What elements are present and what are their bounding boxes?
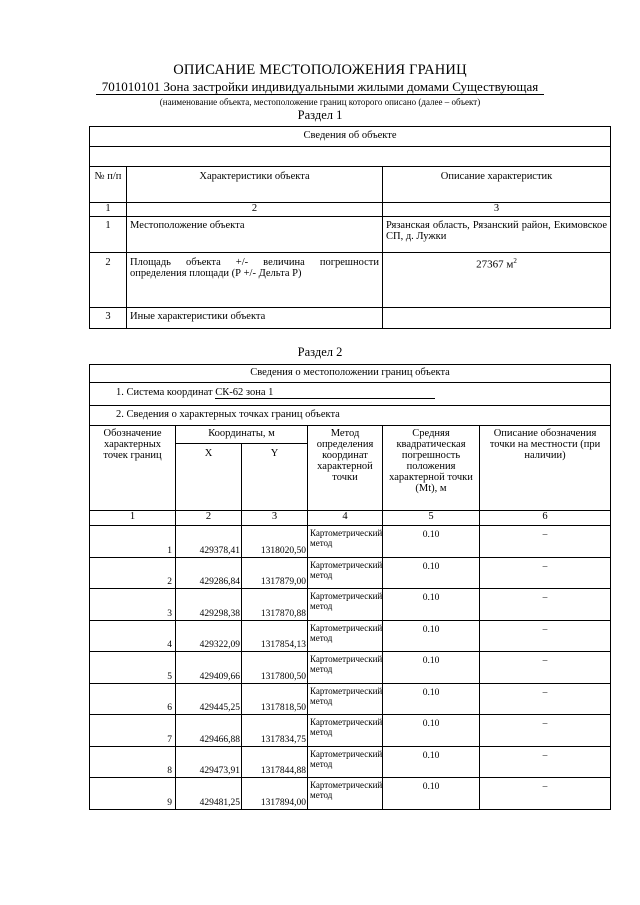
y-header: Y <box>242 444 308 511</box>
coord-y: 1317870,88 <box>242 589 308 621</box>
table-row <box>90 217 611 253</box>
point-number: 7 <box>90 715 176 747</box>
coord-system-label: 1. Система координат <box>116 387 213 398</box>
col-desc-header: Описание характеристик <box>383 167 611 203</box>
boundary-points-table <box>89 364 611 810</box>
table-row <box>90 652 611 684</box>
error-cell: 0.10 <box>383 683 480 715</box>
coord-system-row <box>90 383 611 406</box>
empty-row <box>90 147 611 167</box>
method-cell: Картометрический метод <box>308 778 383 810</box>
desc-header: Описание обозначения точки на местности (при наличии) <box>480 426 611 511</box>
section1-heading: Раздел 1 <box>297 108 343 122</box>
index-cell: 1 <box>90 203 127 217</box>
error-cell: 0.10 <box>383 715 480 747</box>
index-cell: 1 <box>90 511 176 526</box>
method-cell: Картометрический метод <box>308 557 383 589</box>
error-cell: 0.10 <box>383 652 480 684</box>
table-row <box>90 253 611 308</box>
table-row <box>90 746 611 778</box>
coord-x: 429378,41 <box>176 526 242 558</box>
error-cell: 0.10 <box>383 620 480 652</box>
index-cell: 4 <box>308 511 383 526</box>
section2-caption: Сведения о местоположении границ объекта <box>90 365 611 383</box>
point-number: 5 <box>90 652 176 684</box>
method-cell: Картометрический метод <box>308 652 383 684</box>
points-label: 2. Сведения о характерных точках границ объекта <box>90 406 611 426</box>
coord-y: 1317879,00 <box>242 557 308 589</box>
error-cell: 0.10 <box>383 557 480 589</box>
coord-y: 1318020,50 <box>242 526 308 558</box>
section1-caption: Сведения об объекте <box>90 127 611 147</box>
table-row <box>90 589 611 621</box>
point-number: 9 <box>90 778 176 810</box>
desc-cell: – <box>480 652 611 684</box>
coord-y: 1317800,50 <box>242 652 308 684</box>
row-desc <box>383 253 611 308</box>
row-desc <box>383 308 611 329</box>
row-char: Площадь объекта +/- величина погрешности определения площади (Р +/- Дельта Р) <box>127 253 383 308</box>
coord-x: 429473,91 <box>176 746 242 778</box>
coord-y: 1317834,75 <box>242 715 308 747</box>
col-char-header: Характеристики объекта <box>127 167 383 203</box>
coord-x: 429466,88 <box>176 715 242 747</box>
point-number: 2 <box>90 557 176 589</box>
desc-cell: – <box>480 715 611 747</box>
index-cell: 3 <box>383 203 611 217</box>
object-hint: (наименование объекта, местоположение границ которого описано (далее – объект) <box>159 97 481 107</box>
object-info-table <box>89 126 611 329</box>
point-number: 3 <box>90 589 176 621</box>
error-header: Средняя квадратическая погрешность положения характерной точки (Mt), м <box>383 426 480 511</box>
table-row <box>90 526 611 558</box>
method-cell: Картометрический метод <box>308 589 383 621</box>
row-num: 2 <box>90 253 127 308</box>
desc-cell: – <box>480 778 611 810</box>
coord-x: 429409,66 <box>176 652 242 684</box>
desc-cell: – <box>480 526 611 558</box>
row-desc: Рязанская область, Рязанский район, Екимовское СП, д. Лужки <box>383 217 611 253</box>
error-cell: 0.10 <box>383 778 480 810</box>
x-header: X <box>176 444 242 511</box>
method-header: Метод определения координат характерной точки <box>308 426 383 511</box>
point-header: Обозначение характерных точек границ <box>90 426 176 511</box>
row-num: 3 <box>90 308 127 329</box>
desc-cell: – <box>480 746 611 778</box>
document-title: ОПИСАНИЕ МЕСТОПОЛОЖЕНИЯ ГРАНИЦ <box>173 62 467 78</box>
point-number: 8 <box>90 746 176 778</box>
coord-x: 429445,25 <box>176 683 242 715</box>
coords-header: Координаты, м <box>176 426 308 444</box>
coord-system-value: СК-62 зона 1 <box>215 387 435 399</box>
desc-cell: – <box>480 620 611 652</box>
table-row <box>90 683 611 715</box>
coord-y: 1317894,00 <box>242 778 308 810</box>
point-number: 6 <box>90 683 176 715</box>
table-row <box>90 308 611 329</box>
points-body <box>90 526 611 810</box>
index-cell: 3 <box>242 511 308 526</box>
object-name <box>0 79 640 95</box>
row-char: Иные характеристики объекта <box>127 308 383 329</box>
table-row <box>90 715 611 747</box>
object-name-text: 701010101 Зона застройки индивидуальными жилыми домами Существующая <box>96 79 545 95</box>
coord-y: 1317818,50 <box>242 683 308 715</box>
method-cell: Картометрический метод <box>308 746 383 778</box>
method-cell: Картометрический метод <box>308 715 383 747</box>
col-num-header: № п/п <box>90 167 127 203</box>
area-value: 27367 м <box>476 258 514 271</box>
index-cell: 2 <box>176 511 242 526</box>
row-char: Местоположение объекта <box>127 217 383 253</box>
method-cell: Картометрический метод <box>308 683 383 715</box>
index-cell: 5 <box>383 511 480 526</box>
coord-x: 429286,84 <box>176 557 242 589</box>
index-cell: 2 <box>127 203 383 217</box>
coord-x: 429298,38 <box>176 589 242 621</box>
desc-cell: – <box>480 557 611 589</box>
point-number: 4 <box>90 620 176 652</box>
error-cell: 0.10 <box>383 746 480 778</box>
desc-cell: – <box>480 589 611 621</box>
method-cell: Картометрический метод <box>308 620 383 652</box>
desc-cell: – <box>480 683 611 715</box>
index-cell: 6 <box>480 511 611 526</box>
method-cell: Картометрический метод <box>308 526 383 558</box>
table-row <box>90 778 611 810</box>
table-row <box>90 620 611 652</box>
area-unit-sup: 2 <box>513 257 517 265</box>
section2-heading: Раздел 2 <box>297 345 343 359</box>
point-number: 1 <box>90 526 176 558</box>
coord-x: 429481,25 <box>176 778 242 810</box>
table-row <box>90 557 611 589</box>
error-cell: 0.10 <box>383 526 480 558</box>
coord-y: 1317854,13 <box>242 620 308 652</box>
coord-y: 1317844,88 <box>242 746 308 778</box>
row-num: 1 <box>90 217 127 253</box>
error-cell: 0.10 <box>383 589 480 621</box>
coord-x: 429322,09 <box>176 620 242 652</box>
